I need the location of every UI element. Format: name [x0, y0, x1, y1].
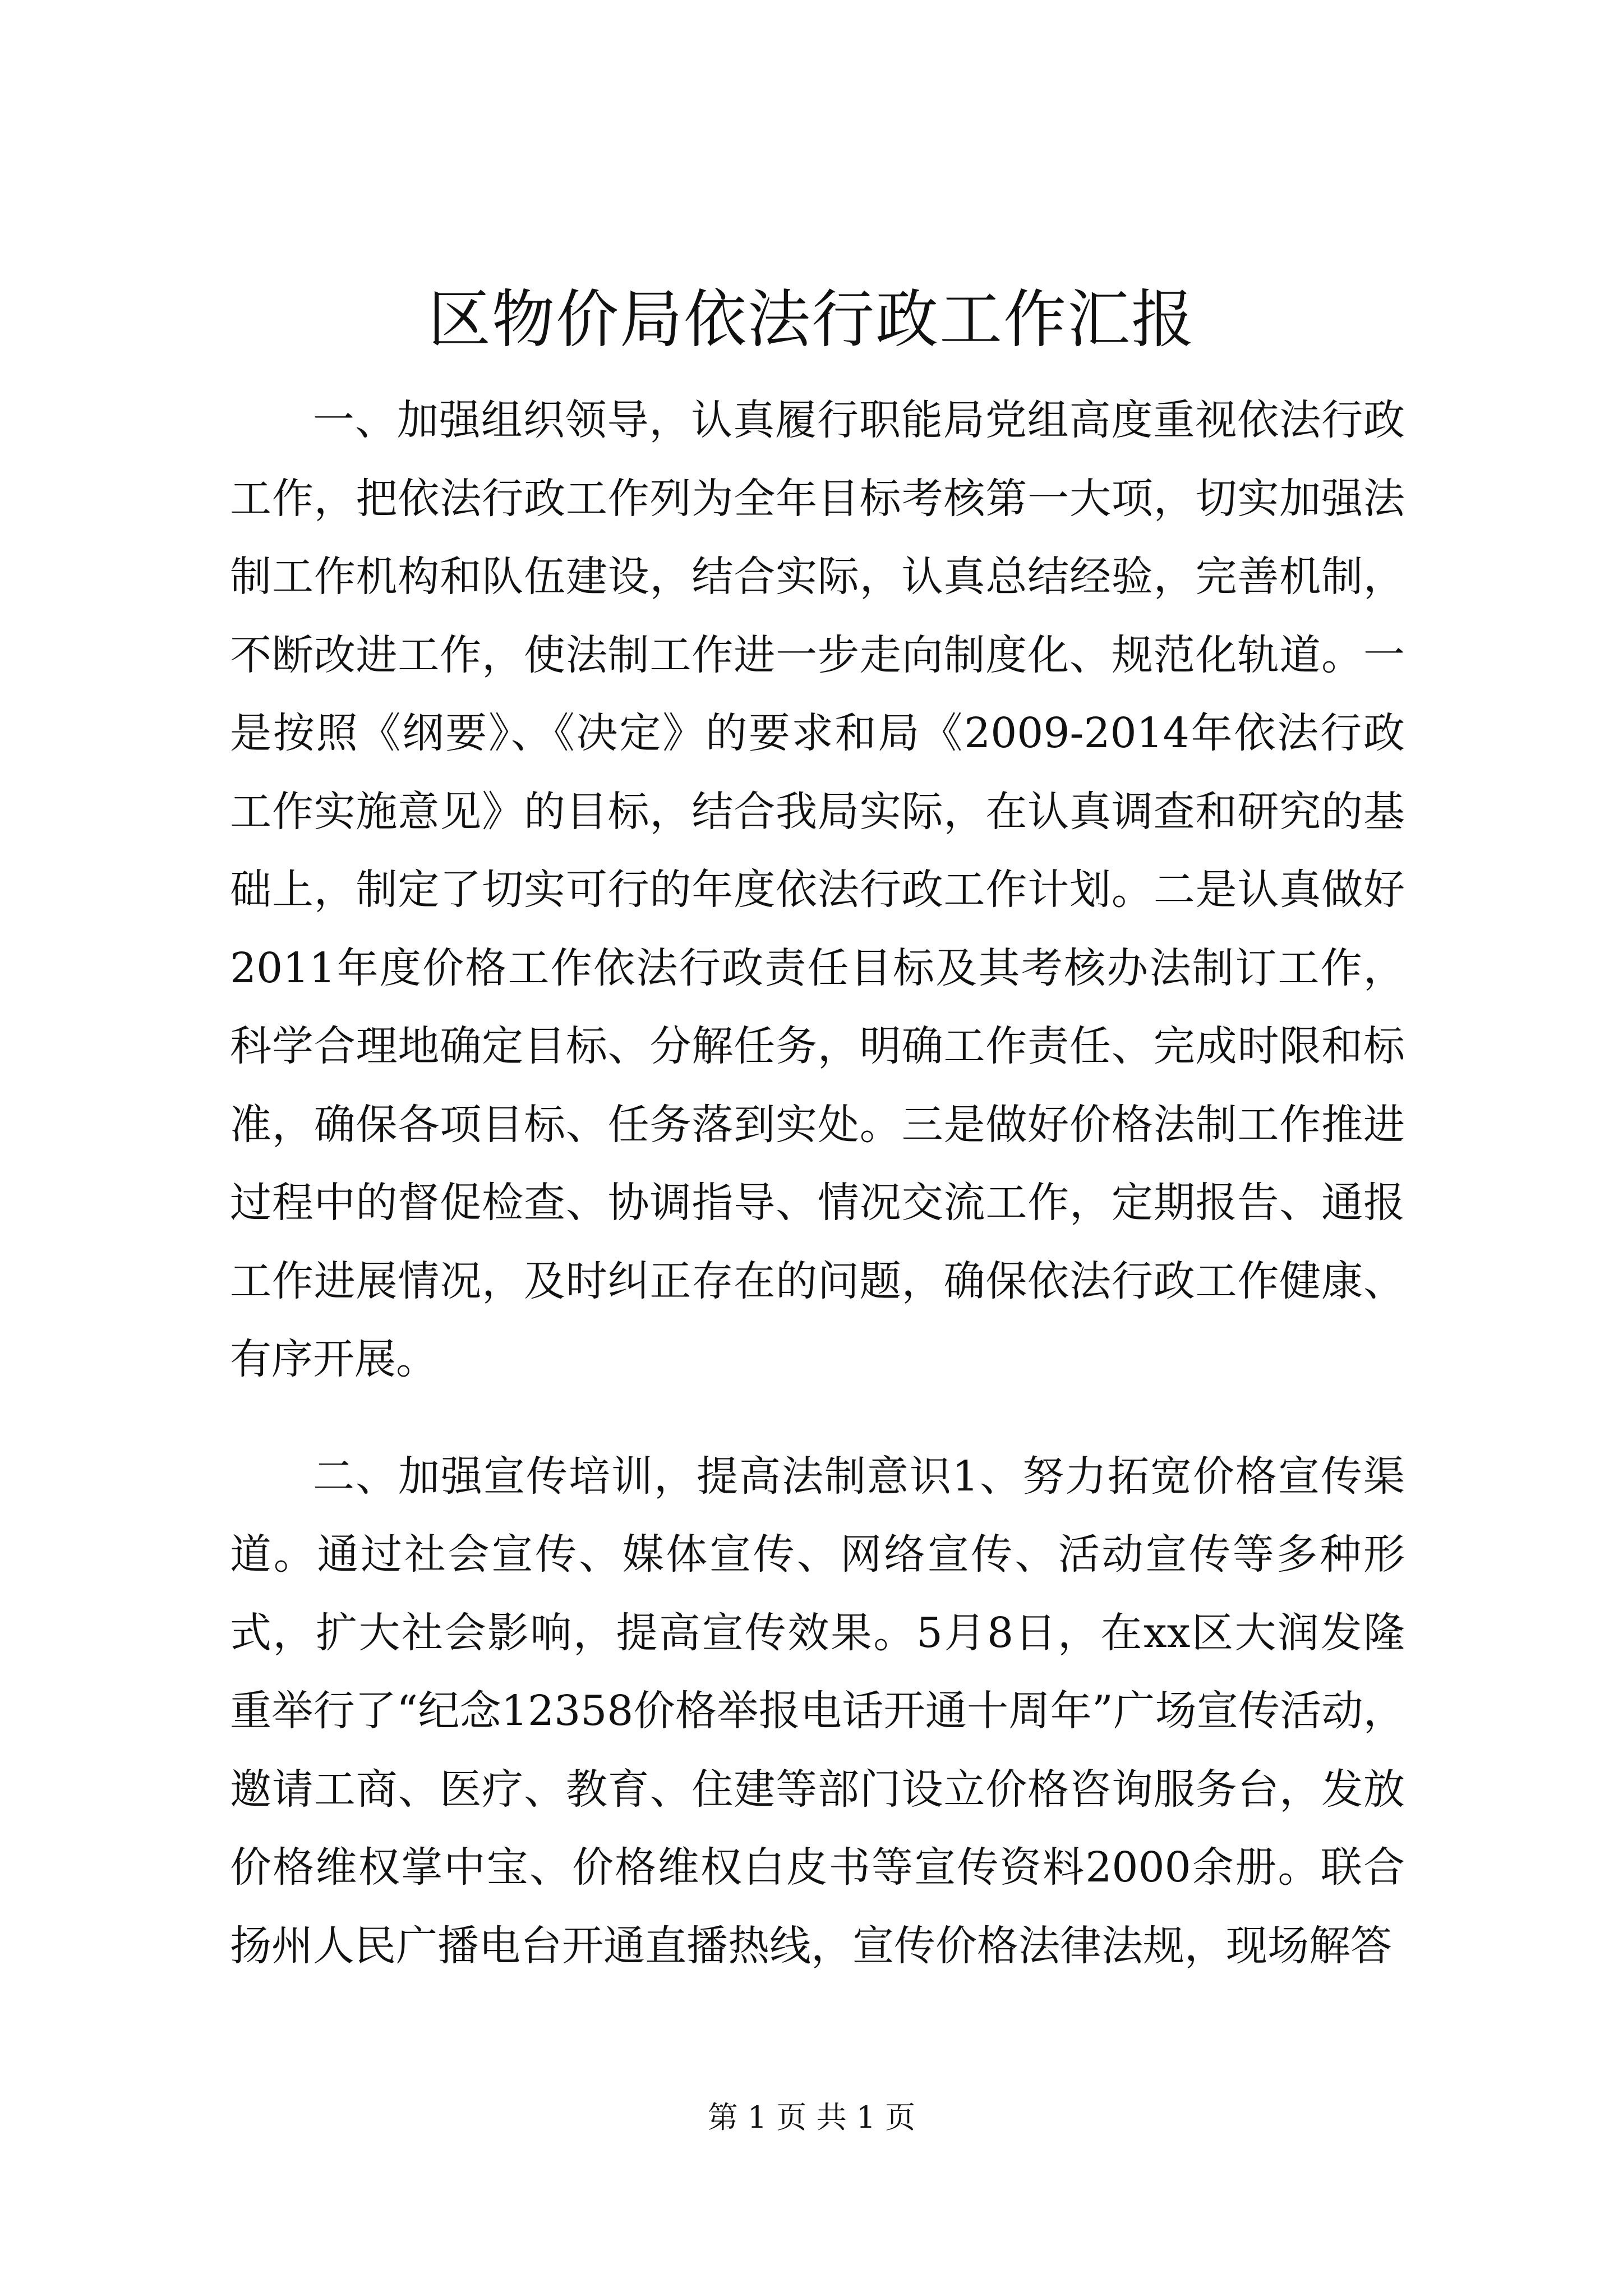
paragraph-2: 二、加强宣传培训，提高法制意识1、努力拓宽价格宣传渠道。通过社会宣传、媒体宣传、网络宣传、活动宣传等多种形式，扩大社会影响，提高宣传效果。5月8日，在xx区大润发隆重举行了“纪念12358价格举报电话开通十周年”广场宣传活动，邀请工商、医疗、教育、住建等部门设立价格咨询服务台，发放价格维权掌中宝、价格维权白皮书等宣传资料2000余册。联合扬州人民广播电台开通直播热线，宣传价格法律法规，现场解答 — [230, 1452, 1405, 1970]
paragraph-1: 一、加强组织领导，认真履行职能局党组高度重视依法行政工作，把依法行政工作列为全年目标考核第一大项，切实加强法制工作机构和队伍建设，结合实际，认真总结经验，完善机制，不断改进工作，使法制工作进一步走向制度化、规范化轨道。一是按照《纲要》、《决定》的要求和局《2009-2014年依法行政工作实施意见》的目标，结合我局实际，在认真调查和研究的基础上，制定了切实可行的年度依法行政工作计划。二是认真做好2011年度价格工作依法行政责任目标及其考核办法制订工作，科学合理地确定目标、分解任务，明确工作责任、完成时限和标准，确保各项目标、任务落到实处。三是做好价格法制工作推进过程中的督促检查、协调指导、情况交流工作，定期报告、通报工作进展情况，及时纠正存在的问题，确保依法行政工作健康、有序开展。 — [230, 396, 1405, 1383]
document-body — [230, 381, 1405, 1985]
page-number-footer: 第 1 页 共 1 页 — [707, 2100, 916, 2135]
document-title: 区物价局依法行政工作汇报 — [428, 283, 1195, 356]
